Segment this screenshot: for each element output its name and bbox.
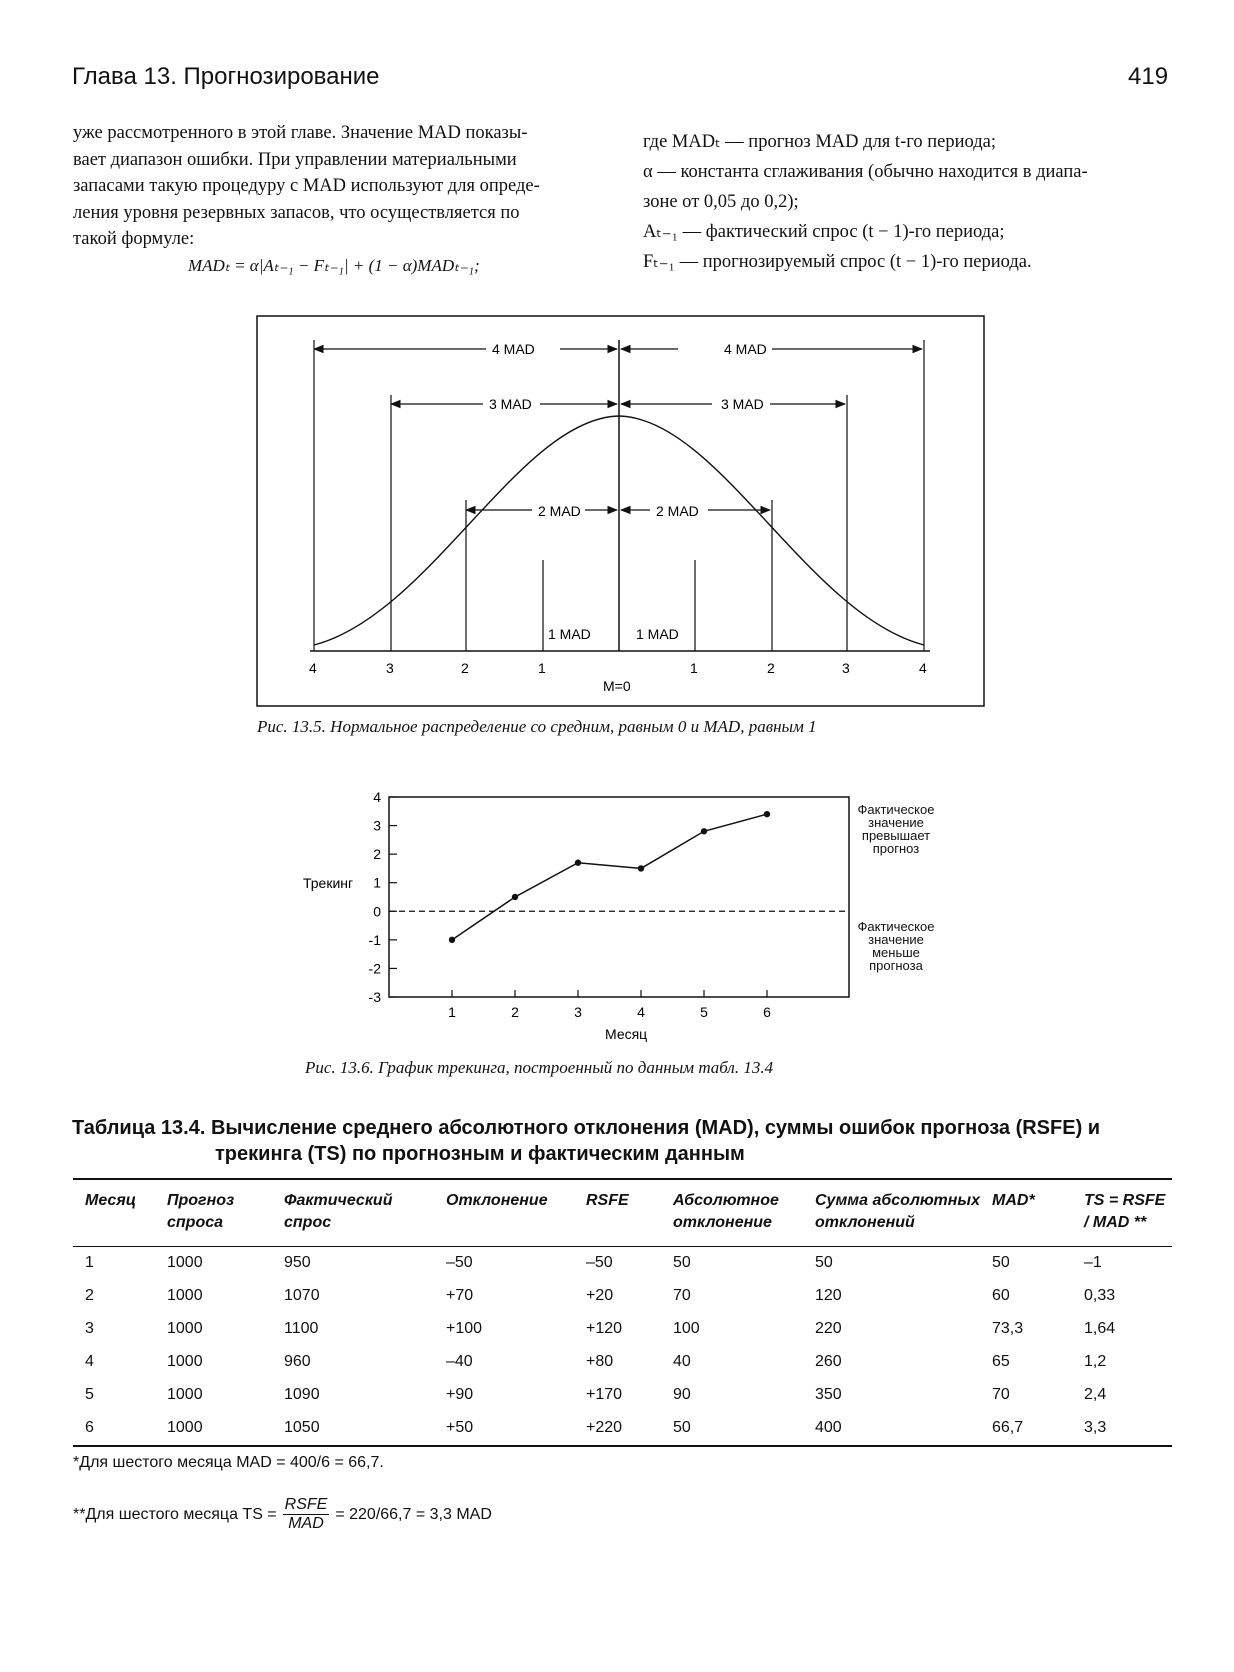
table-cell: 5 (85, 1386, 94, 1403)
table-cell: –40 (446, 1353, 473, 1370)
col-header: Месяц (85, 1192, 137, 1209)
y-tick-label: 1 (373, 874, 381, 891)
table-cell: +50 (446, 1419, 474, 1436)
center-label: M=0 (603, 678, 631, 694)
table-cell: 1000 (167, 1254, 203, 1271)
label-2mad-right: 2 MAD (656, 503, 699, 519)
footnote-2-prefix: **Для шестого месяца TS = (73, 1505, 277, 1523)
legend-line: Фактическое (857, 919, 935, 934)
label-4mad-left: 4 MAD (492, 341, 535, 357)
table-row (73, 1280, 1172, 1313)
legend-above-zero (846, 803, 946, 855)
y-tick-label: 4 (373, 789, 381, 805)
definition-line: Fₜ₋₁ — прогнозируемый спрос (t − 1)-го периода. (643, 252, 1032, 272)
table-cell: 960 (284, 1353, 311, 1370)
table-cell: 1050 (284, 1419, 320, 1436)
tick-label: 1 (690, 660, 698, 676)
tick-label: 4 (309, 660, 317, 676)
table-cell: +100 (446, 1320, 483, 1337)
col-header: Абсолютное отклонение (673, 1192, 779, 1231)
tick-label: 3 (386, 660, 394, 676)
text-line: такой формуле: (73, 229, 195, 249)
table-cell: 400 (815, 1419, 842, 1436)
figure-frame (257, 316, 984, 706)
data-point (449, 937, 455, 943)
y-tick-label: 2 (373, 846, 381, 863)
table-header-row (73, 1179, 1172, 1247)
table-cell: 1000 (167, 1320, 203, 1337)
table-cell: 3,3 (1084, 1419, 1107, 1436)
label-3mad-right: 3 MAD (721, 396, 764, 412)
table-row (73, 1412, 1172, 1446)
data-point (701, 828, 707, 834)
col-header: Сумма абсолютных отклонений (815, 1192, 980, 1231)
y-tick-label: -1 (368, 931, 381, 948)
data-point (638, 865, 644, 871)
y-axis-label: Трекинг (303, 875, 354, 891)
data-point (512, 894, 518, 900)
x-tick-label: 1 (448, 1004, 456, 1020)
table-row (73, 1346, 1172, 1379)
tick-label: 2 (767, 660, 775, 676)
legend-line: значение (868, 815, 924, 830)
y-tick-label: 0 (373, 903, 381, 920)
legend-line: значение (868, 932, 924, 947)
table-cell: 1000 (167, 1386, 203, 1403)
table-cell: 2 (85, 1287, 94, 1304)
figure-13-5-caption: Рис. 13.5. Нормальное распределение со средним, равным 0 и MAD, равным 1 (257, 717, 817, 736)
y-tick-label: -2 (368, 960, 381, 977)
table-cell: +120 (586, 1320, 623, 1337)
table-cell: 1090 (284, 1386, 320, 1403)
table-cell: +90 (446, 1386, 474, 1403)
legend-below-zero (846, 920, 946, 972)
label-2mad-left: 2 MAD (538, 503, 581, 519)
mad-formula: MADₜ = α|Aₜ₋₁ − Fₜ₋₁| + (1 − α)MADₜ₋₁; (188, 256, 480, 275)
table-title-line2: трекинга (TS) по прогнозным и фактическим данным (215, 1143, 745, 1165)
tracking-chart (0, 750, 1234, 1060)
table-cell: 40 (673, 1353, 691, 1370)
table-cell: 1070 (284, 1287, 320, 1304)
figure-13-6-caption: Рис. 13.6. График трекинга, построенный по данным табл. 13.4 (305, 1058, 774, 1077)
footnote-2 (73, 1496, 492, 1533)
definition-line: α — константа сглаживания (обычно находится в диапа- (643, 162, 1088, 182)
legend-line: прогноз (872, 841, 920, 856)
table-cell: 73,3 (992, 1320, 1024, 1337)
fraction-denominator: MAD (288, 1515, 324, 1532)
table-cell: 50 (673, 1419, 691, 1436)
x-tick-label: 3 (574, 1004, 582, 1020)
x-tick-label: 5 (700, 1004, 708, 1020)
footnote-1: *Для шестого месяца MAD = 400/6 = 66,7. (73, 1454, 384, 1471)
table-cell: 350 (815, 1386, 842, 1403)
table-cell: 0,33 (1084, 1287, 1116, 1304)
definition-line: зоне от 0,05 до 0,2); (643, 192, 799, 212)
tick-label: 2 (461, 660, 469, 676)
y-tick-label: 3 (373, 817, 381, 834)
table-row (73, 1313, 1172, 1346)
table-cell: +20 (586, 1287, 614, 1304)
table-cell: 950 (284, 1254, 311, 1271)
table-cell: 1000 (167, 1353, 203, 1370)
table-cell: 3 (85, 1320, 94, 1337)
text-line: уже рассмотренного в этой главе. Значение MAD показы- (73, 123, 528, 143)
definition-line: где MADₜ — прогноз MAD для t-го периода; (643, 132, 996, 152)
y-tick-label: -3 (368, 989, 381, 1005)
table-cell: 65 (992, 1353, 1010, 1370)
table-cell: 6 (85, 1419, 94, 1436)
text-line: ления уровня резервных запасов, что осуществляется по (73, 202, 520, 223)
legend-line: меньше (872, 945, 920, 960)
x-tick-label: 4 (637, 1004, 645, 1020)
label-1mad-right: 1 MAD (636, 626, 679, 642)
data-point (575, 860, 581, 866)
plot-frame (389, 797, 849, 997)
label-3mad-left: 3 MAD (489, 396, 532, 412)
x-tick-label: 2 (511, 1004, 519, 1020)
table-cell: 66,7 (992, 1419, 1024, 1436)
table-cell: 70 (992, 1386, 1010, 1403)
table-cell: 120 (815, 1287, 842, 1304)
table-cell: 70 (673, 1287, 691, 1304)
page-number: 419 (1128, 63, 1169, 90)
table-cell: –50 (586, 1254, 613, 1271)
table-cell: +70 (446, 1287, 474, 1304)
table-cell: 50 (815, 1254, 833, 1271)
table-cell: 1,2 (1084, 1353, 1107, 1370)
label-4mad-right: 4 MAD (724, 341, 767, 357)
x-tick-label: 6 (763, 1004, 771, 1020)
legend-line: прогноза (869, 958, 923, 973)
ts-fraction (283, 1496, 330, 1533)
tick-label: 3 (842, 660, 850, 676)
legend-line: превышает (861, 828, 931, 843)
col-header: RSFE (586, 1192, 629, 1209)
col-header: Прогноз спроса (167, 1192, 235, 1231)
table-cell: +220 (586, 1419, 623, 1436)
label-1mad-left: 1 MAD (548, 626, 591, 642)
footnote-2-suffix: = 220/66,7 = 3,3 MAD (335, 1505, 492, 1523)
table-cell: 4 (85, 1353, 94, 1370)
table-row (73, 1247, 1172, 1281)
table-cell: 50 (673, 1254, 691, 1271)
tracking-series-line (452, 814, 767, 940)
x-axis-label: Месяц (605, 1026, 648, 1042)
table-cell: 220 (815, 1320, 842, 1337)
table-row (73, 1379, 1172, 1412)
text-line: вает диапазон ошибки. При управлении материальными (73, 149, 517, 170)
col-header: MAD* (992, 1192, 1035, 1209)
table-cell: 50 (992, 1254, 1010, 1271)
fraction-numerator: RSFE (284, 1496, 328, 1513)
table-title-line1: Таблица 13.4. Вычисление среднего абсолютного отклонения (MAD), суммы ошибок прогноза (RSFE) и (72, 1117, 1101, 1139)
table-cell: 1000 (167, 1419, 203, 1436)
data-table (73, 1178, 1172, 1447)
table-cell: +170 (586, 1386, 623, 1403)
chapter-title: Глава 13. Прогнозирование (72, 63, 380, 90)
tick-label: 1 (538, 660, 546, 676)
col-header: Отклонение (446, 1192, 548, 1209)
normal-distribution-figure (0, 0, 1234, 760)
tick-label: 4 (919, 660, 927, 676)
col-header: Фактический спрос (284, 1192, 393, 1231)
table-cell: 1100 (284, 1320, 319, 1337)
table-cell: 100 (673, 1320, 700, 1337)
table-cell: 90 (673, 1386, 691, 1403)
legend-line: Фактическое (857, 802, 935, 817)
data-point (764, 811, 770, 817)
table-cell: +80 (586, 1353, 614, 1370)
text-line: запасами такую процедуру с MAD используют для опреде- (73, 176, 540, 196)
table-cell: 60 (992, 1287, 1010, 1304)
table-cell: –50 (446, 1254, 473, 1271)
table-cell: –1 (1084, 1254, 1102, 1271)
table-cell: 260 (815, 1353, 842, 1370)
table-cell: 1 (85, 1254, 94, 1271)
definition-line: Aₜ₋₁ — фактический спрос (t − 1)-го периода; (643, 222, 1005, 242)
table-cell: 2,4 (1084, 1386, 1107, 1403)
table-cell: 1,64 (1084, 1320, 1116, 1337)
col-header: TS = RSFE / MAD ** (1084, 1192, 1166, 1231)
table-cell: 1000 (167, 1287, 203, 1304)
